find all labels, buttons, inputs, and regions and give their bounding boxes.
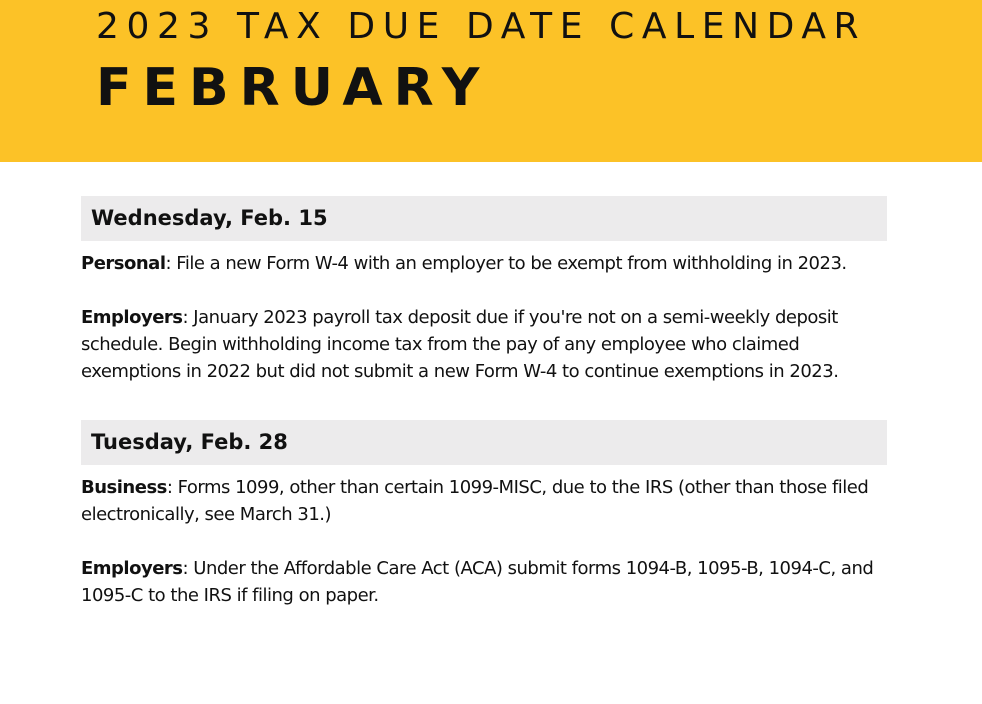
- date-section-feb-28: [81, 420, 887, 609]
- header-banner: [0, 0, 982, 162]
- date-heading: Wednesday, Feb. 15: [81, 196, 887, 241]
- entry-text: : File a new Form W-4 with an employer to be exempt from withholding in 2023.: [165, 253, 847, 274]
- month-title: FEBRUARY: [96, 58, 491, 118]
- calendar-heading: 2023 TAX DUE DATE CALENDAR: [96, 6, 867, 47]
- entry-personal: [81, 250, 887, 277]
- entry-text: : Under the Affordable Care Act (ACA) submit forms 1094-B, 1095-B, 1094-C, and 1095-C to the IRS if filing on paper.: [81, 558, 874, 606]
- date-heading: Tuesday, Feb. 28: [81, 420, 887, 465]
- entry-employers: [81, 304, 887, 385]
- entry-text: : January 2023 payroll tax deposit due if you're not on a semi-weekly deposit schedule. Begin withholding income tax from the pay of any employee who claimed exemptions in 2022 but did not submit a new Form W-4 to continue exemptions in 2023.: [81, 307, 839, 382]
- entry-label: Employers: [81, 558, 183, 579]
- entry-label: Business: [81, 477, 167, 498]
- entry-business: [81, 474, 887, 528]
- date-section-feb-15: [81, 196, 887, 385]
- entry-text: : Forms 1099, other than certain 1099-MISC, due to the IRS (other than those filed electronically, see March 31.): [81, 477, 869, 525]
- calendar-content: [81, 196, 887, 609]
- entry-label: Personal: [81, 253, 166, 274]
- entry-label: Employers: [81, 307, 183, 328]
- entry-employers: [81, 555, 887, 609]
